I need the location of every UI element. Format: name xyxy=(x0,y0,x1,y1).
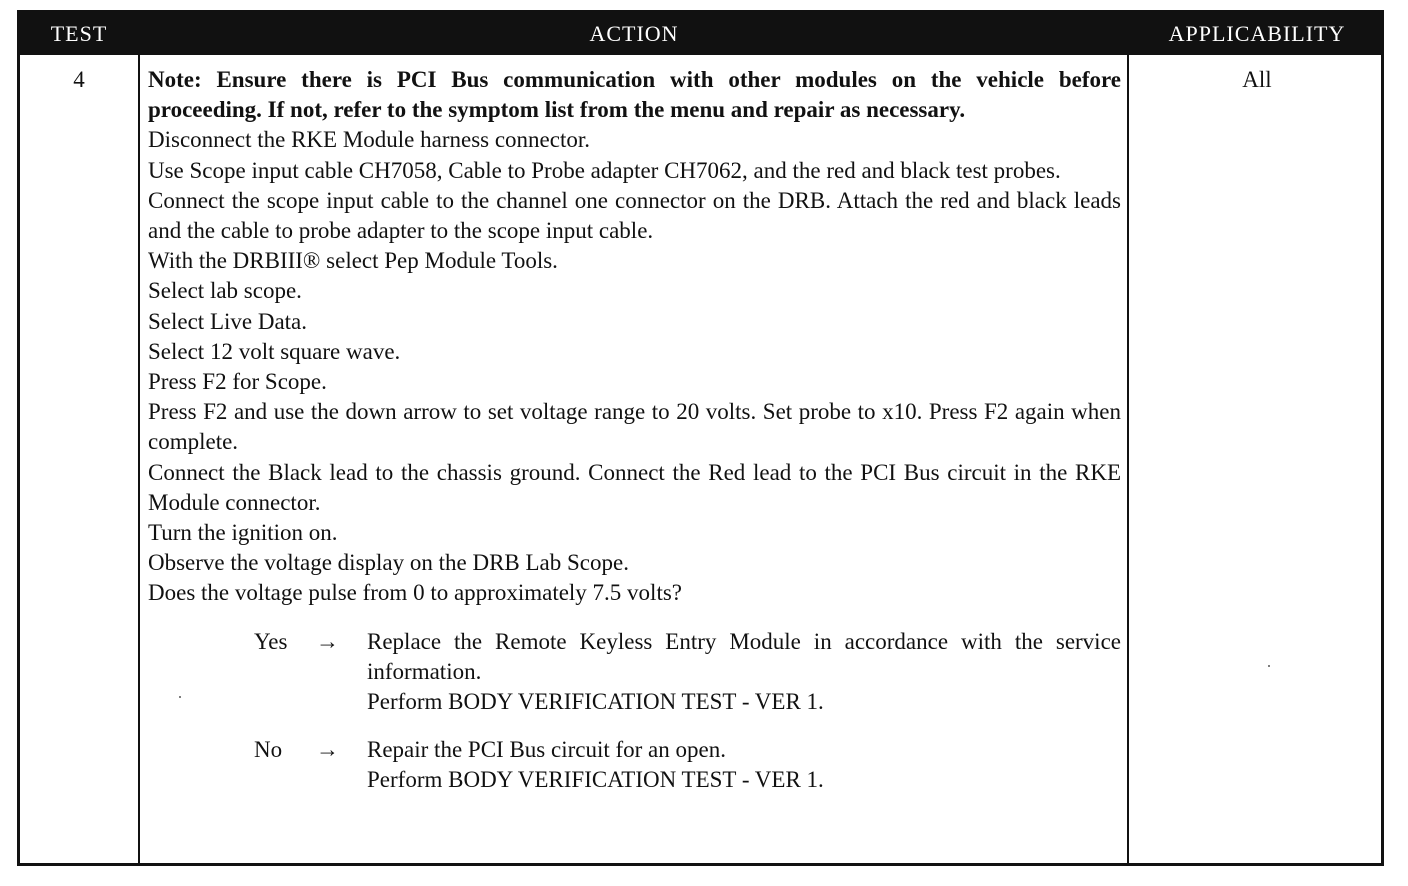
right-arrow-icon: → xyxy=(316,628,339,654)
step-text: Select lab scope. xyxy=(148,278,302,304)
outcome-no-label: No xyxy=(254,737,283,763)
step-text: Connect the Black lead to the chassis ground. Connect the Red lead to the PCI Bus circuit in the RKE Module connector. xyxy=(148,459,1121,515)
outcome-line: Perform BODY VERIFICATION TEST - VER 1. xyxy=(367,767,824,793)
question-text: Does the voltage pulse from 0 to approximately 7.5 volts? xyxy=(148,580,682,606)
step-text: Turn the ignition on. xyxy=(148,520,338,546)
step-text: Connect the scope input cable to the channel one connector on the DRB. Attach the red and black leads and the cable to probe adapter to the scope input cable. xyxy=(148,187,1121,244)
header-test: TEST xyxy=(50,21,108,46)
outcome-yes xyxy=(148,627,1121,718)
action-cell xyxy=(148,65,1121,796)
table-header-row xyxy=(20,13,1381,55)
note-text: Note: Ensure there is PCI Bus communication with other modules on the vehicle before proceeding. If not, refer to the symptom list from the menu and repair as necessary. xyxy=(148,67,1121,123)
outcome-line: Perform BODY VERIFICATION TEST - VER 1. xyxy=(367,689,824,715)
step-text: Observe the voltage display on the DRB Lab Scope. xyxy=(148,550,629,576)
outcome-yes-label: Yes xyxy=(254,628,288,654)
applicability-value: All xyxy=(1242,67,1272,92)
step-text: With the DRBIII® select Pep Module Tools. xyxy=(148,248,558,274)
outcome-yes-result xyxy=(367,627,1121,718)
column-divider-action-applicability xyxy=(1127,55,1129,863)
header-applicability: APPLICABILITY xyxy=(1168,21,1346,46)
step-text: Use Scope input cable CH7058, Cable to Probe adapter CH7062, and the red and black test probes. xyxy=(148,157,1061,183)
outcome-line: Replace the Remote Keyless Entry Module in accordance with the service information. xyxy=(367,628,1121,684)
step-text: Press F2 for Scope. xyxy=(148,369,327,395)
diagnostic-test-table xyxy=(17,10,1384,866)
outcome-no-result xyxy=(367,735,1121,795)
step-text: Select 12 volt square wave. xyxy=(148,338,401,364)
step-text: Disconnect the RKE Module harness connector. xyxy=(148,127,590,153)
step-text: Select Live Data. xyxy=(148,308,308,334)
outcome-line: Repair the PCI Bus circuit for an open. xyxy=(367,737,726,763)
right-arrow-icon: → xyxy=(316,737,339,763)
step-text: Press F2 and use the down arrow to set voltage range to 20 volts. Set probe to x10. Press F2 again when complete. xyxy=(148,399,1121,455)
outcome-no xyxy=(148,735,1121,795)
scan-speck xyxy=(1268,665,1270,667)
scan-speck xyxy=(179,696,181,698)
test-number: 4 xyxy=(73,67,85,92)
column-divider-test-action xyxy=(138,55,140,863)
header-action: ACTION xyxy=(589,21,679,46)
